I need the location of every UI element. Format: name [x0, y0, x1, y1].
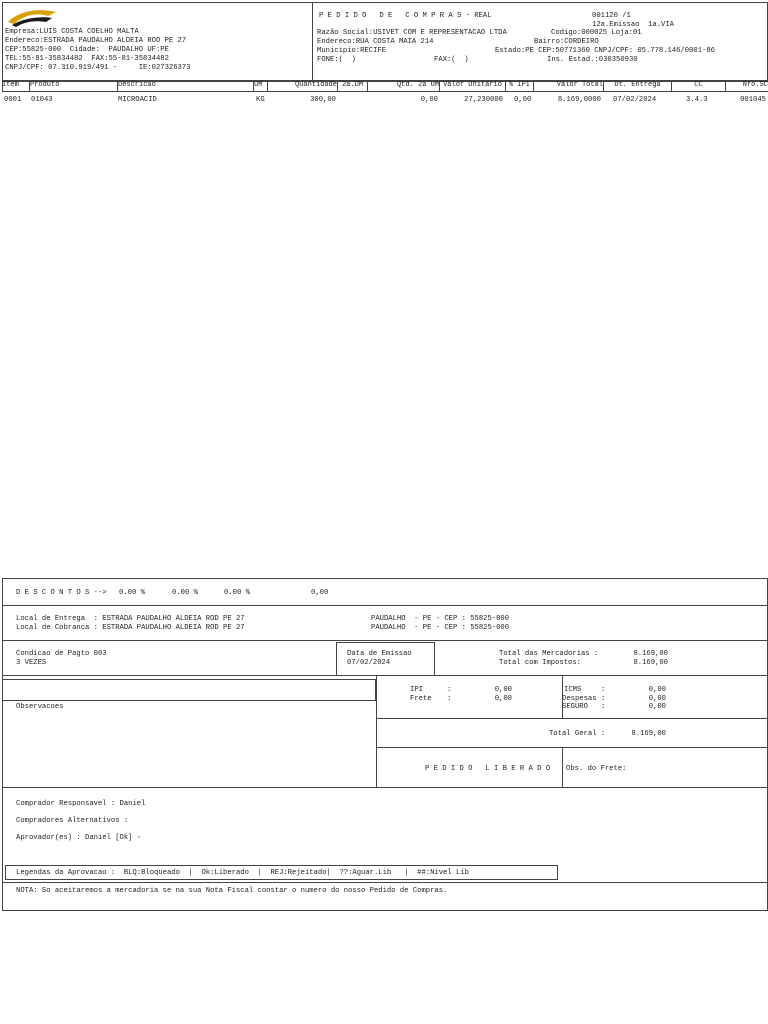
discount-bottom — [2, 605, 768, 606]
col-qtd-2a-um: Qtd. 2a UM — [368, 81, 440, 91]
total-imp: 8.169,00 — [633, 659, 668, 667]
supplier-state: Estado:PE CEP:50771360 CNPJ/CPF: 05.778.146/0001-86 — [495, 47, 715, 55]
approval-legend: Legendas da Aprovacao : BLQ:Bloqueado | Ok:Liberado | REJ:Rejeitado| ??:Aguar.Lib | ##:Nivel Lib — [16, 869, 469, 877]
col-valor-unitario: Valor Unitario — [440, 81, 506, 91]
total-merc: 8.169,00 — [633, 650, 668, 658]
obs-frete-label: Obs. do Frete: — [566, 765, 627, 773]
row-cc: 3.4.3 — [686, 96, 708, 104]
status-divider — [562, 747, 563, 787]
col-item: Item — [2, 81, 30, 91]
row-produto: 01043 — [31, 96, 53, 104]
local-cobranca-city: PAUDALHO - PE - CEP : 55825-000 — [371, 624, 510, 632]
seguro-label: SEGURO — [562, 703, 588, 711]
company-name: Empresa:LUIS COSTA COELHO MALTA — [5, 28, 139, 36]
row-valor-total: 8.169,0000 — [557, 96, 601, 104]
total-geral-bottom — [376, 747, 768, 748]
supplier-code: Codigo:000025 Loja:01 — [551, 29, 642, 37]
company-tel: TEL:55-81-35834482 FAX:55-81-35834482 — [5, 55, 169, 63]
emission-date: 07/02/2024 — [347, 659, 391, 667]
doc-emission: 12a.Emissao 1a.VIA — [592, 21, 674, 29]
payment-bottom — [2, 675, 768, 676]
observations-label: Observacoes — [16, 703, 64, 711]
local-entrega: Local de Entrega : ESTRADA PAUDALHO ALDEIA ROD PE 27 — [16, 615, 245, 623]
taxes-left — [376, 675, 377, 787]
supplier-phone: FONE:( ) — [317, 56, 356, 64]
supplier-ie: Ins. Estad.:030350930 — [547, 56, 638, 64]
col-dt-entrega: Dt. Entrega — [604, 81, 672, 91]
payment-condition: Condicao de Pagto 003 — [16, 650, 107, 658]
icms-label: ICMS — [564, 686, 582, 694]
despesas-colon: : — [601, 695, 606, 703]
company-cnpj: CNPJ/CPF: 07.310.919/491 - IE:027326373 — [5, 64, 191, 72]
despesas-label: Despesas — [562, 695, 597, 703]
local-cobranca: Local de Cobranca : ESTRADA PAUDALHO ALDEIA ROD PE 27 — [16, 624, 245, 632]
frete-label: Frete — [410, 695, 432, 703]
row-valor-unitario: 27,230000 — [464, 96, 503, 104]
company-address: Endereco:ESTRADA PAUDALHO ALDEIA ROD PE 27 — [5, 37, 187, 45]
col-descricao: Descricao — [118, 81, 254, 91]
local-entrega-city: PAUDALHO - PE - CEP : 55825-000 — [371, 615, 510, 623]
emission-top — [336, 642, 434, 643]
taxes-bottom — [376, 718, 768, 719]
col-cc: CC — [672, 81, 726, 91]
total-geral: 8.169,00 — [631, 730, 666, 738]
frete-value: 0,00 — [494, 695, 512, 703]
supplier-name: Razão Social:USIVET COM E REPRESENTACAO LTDA — [317, 29, 507, 37]
supplier-city: Municipio:RECIFE — [317, 47, 387, 55]
supplier-fax: FAX:( ) — [434, 56, 469, 64]
discount-1: 0.00 % — [119, 589, 145, 597]
form-bottom — [2, 910, 768, 911]
company-logo — [6, 6, 58, 28]
observations-frame — [2, 679, 376, 701]
doc-number: 001120 /1 — [592, 12, 631, 20]
header-divider — [312, 2, 313, 81]
payment-times: 3 VEZES — [16, 659, 47, 667]
col-produto: Produto — [30, 81, 118, 91]
discount-top — [2, 578, 768, 579]
row-um: KG — [256, 96, 265, 104]
col-valor-total: Valor Total — [534, 81, 604, 91]
nota: NOTA: So aceitaremos a mercadoria se na sua Nota Fiscal constar o numero do nosso Pedido de Compras. — [16, 887, 448, 895]
discount-2: 0.00 % — [172, 589, 198, 597]
ipi-label: IPI — [410, 686, 423, 694]
ipi-value: 0,00 — [494, 686, 512, 694]
discount-3: 0.00 % — [224, 589, 250, 597]
delivery-bottom — [2, 640, 768, 641]
total-merc-label: Total das Mercadorias : — [499, 650, 599, 658]
row-quantidade: 300,00 — [310, 96, 336, 104]
compradores-alternativos: Compradores Alternativos : — [16, 817, 129, 825]
despesas-value: 0,00 — [648, 695, 666, 703]
icms-colon: : — [601, 686, 606, 694]
row-descricao: MICROACID — [118, 96, 157, 104]
icms-value: 0,00 — [648, 686, 666, 694]
discount-total: 0,00 — [311, 589, 329, 597]
comprador: Comprador Responsavel : Daniel — [16, 800, 146, 808]
row-qtd-2a-um: 0,00 — [420, 96, 438, 104]
emission-right — [434, 642, 435, 675]
col-2a-um: 2a.UM — [338, 81, 368, 91]
seguro-value: 0,00 — [648, 703, 666, 711]
frete-colon: : — [447, 695, 452, 703]
row-ipi: 0,00 — [514, 96, 532, 104]
observations-bottom — [2, 787, 768, 788]
col-ipi: % IPI — [506, 81, 534, 91]
col-um: UM — [254, 81, 268, 91]
total-imp-label: Total com Impostos: — [499, 659, 581, 667]
supplier-bairro: Bairro:CORDEIRO — [534, 38, 599, 46]
company-cep: CEP:55825-000 Cidade: PAUDALHO UF:PE — [5, 46, 169, 54]
col-nro-sc: Nro.SC — [742, 81, 768, 89]
col-quantidade: Quantidade — [268, 81, 338, 91]
discount-label: D E S C O N T O S --> — [16, 589, 107, 597]
aprovadores: Aprovador(es) : Daniel [Ok] - — [16, 834, 142, 842]
doc-title: P E D I D O D E C O M P R A S - REAL — [319, 12, 492, 20]
total-geral-label: Total Geral : — [549, 730, 606, 738]
nota-top — [2, 882, 768, 883]
table-header-bottom — [2, 91, 768, 92]
ipi-colon: : — [447, 686, 452, 694]
emission-left — [336, 642, 337, 675]
emission-label: Data de Emissao — [347, 650, 412, 658]
seguro-colon: : — [601, 703, 606, 711]
supplier-address: Endereco:RUA COSTA MAIA 214 — [317, 38, 434, 46]
lower-left-border — [2, 578, 3, 910]
row-dt-entrega: 07/02/2024 — [613, 96, 657, 104]
row-item: 0001 — [4, 96, 22, 104]
row-nro-sc: 001045 — [740, 96, 766, 104]
status-liberado: P E D I D O L I B E R A D O — [425, 765, 551, 773]
